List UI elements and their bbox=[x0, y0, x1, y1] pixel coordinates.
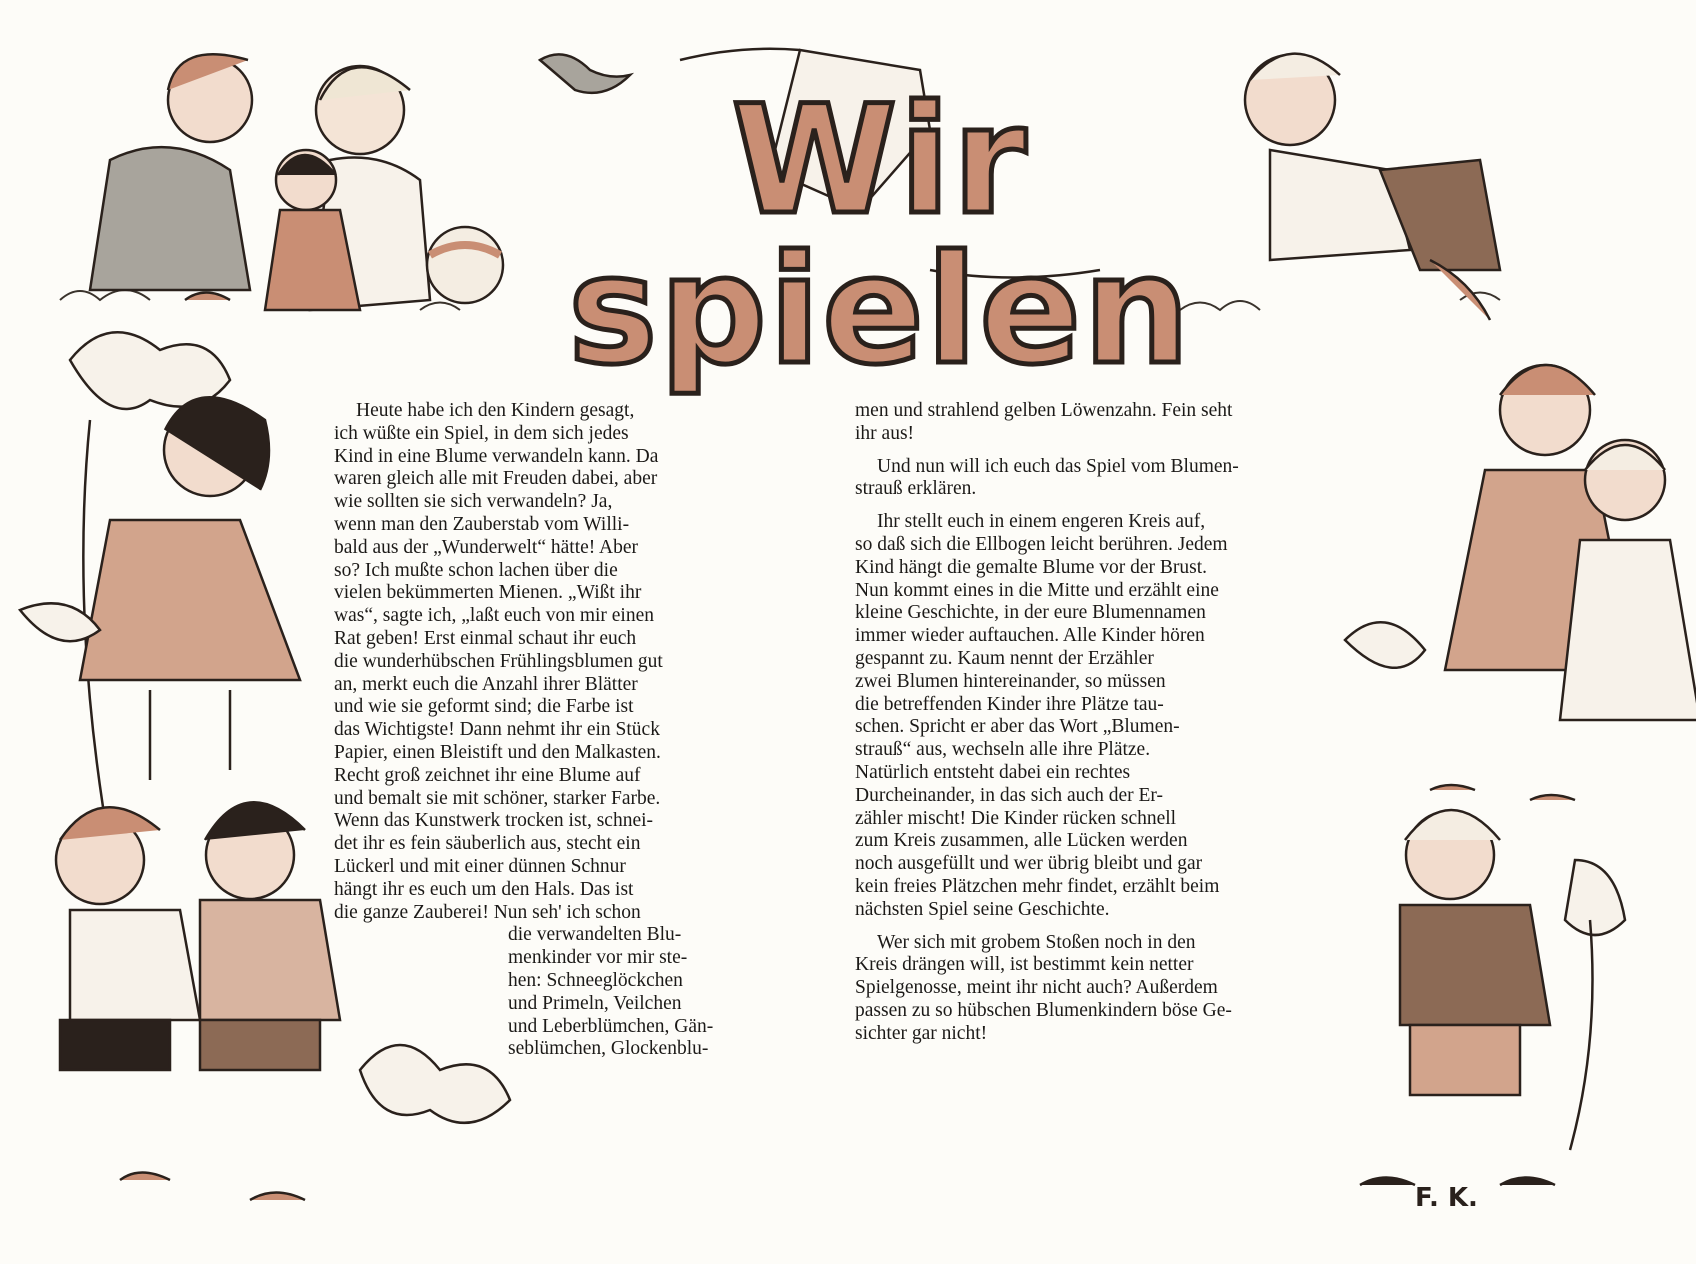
page-title: Wir spielen bbox=[568, 74, 1192, 398]
col2-line: ihr aus! bbox=[855, 422, 915, 444]
col1-line: det ihr es fein säuberlich aus, stecht ein bbox=[334, 833, 641, 855]
two-girls-right-illustration bbox=[1345, 365, 1696, 800]
col1-line: wie sollten sie sich verwandeln? Ja, bbox=[334, 491, 613, 513]
col2-narrow-line: zwei Blumen hintereinander, so müssen bbox=[855, 670, 1166, 692]
col2-line: men und strahlend gelben Löwenzahn. Fein seht bbox=[855, 400, 1233, 421]
col1-wrap-line: und Leberblümchen, Gän- bbox=[508, 1015, 714, 1037]
col2-line: Und nun will ich euch das Spiel vom Blumen- bbox=[877, 455, 1239, 477]
col1-line: das Wichtigste! Dann nehmt ihr ein Stück bbox=[334, 719, 660, 741]
col2-line: noch ausgefüllt und wer übrig bleibt und gar bbox=[855, 853, 1203, 875]
col1-wrap-line: und Primeln, Veilchen bbox=[508, 992, 682, 1014]
article-column-left bbox=[334, 400, 786, 1061]
article-column-right bbox=[855, 400, 1355, 1046]
col1-wrap-line: die verwandelten Blu- bbox=[508, 924, 682, 946]
col1-line: Heute habe ich den Kindern gesagt, bbox=[356, 400, 635, 421]
col2-line: Wer sich mit grobem Stoßen noch in den bbox=[877, 931, 1196, 953]
col1-wrap-block bbox=[334, 924, 786, 1061]
col1-line: ich wüßte ein Spiel, in dem sich jedes bbox=[334, 422, 629, 444]
col2-line: Ihr stellt euch in einem engeren Kreis auf, bbox=[877, 511, 1206, 533]
col1-line: vielen bekümmerten Mienen. „Wißt ihr bbox=[334, 582, 642, 604]
flower-girl-left-illustration bbox=[20, 332, 300, 850]
col1-wrap-line: seblümchen, Glockenblu- bbox=[508, 1038, 709, 1060]
col2-narrow-line: zum Kreis zusammen, alle Lücken werden bbox=[855, 830, 1188, 852]
col2-line: sichter gar nicht! bbox=[855, 1022, 988, 1044]
col1-line: wenn man den Zauberstab vom Willi- bbox=[334, 513, 630, 535]
col2-line: Spielgenosse, meint ihr nicht auch? Außerdem bbox=[855, 977, 1218, 999]
col2-narrow-line: strauß“ aus, wechseln alle ihre Plätze. bbox=[855, 739, 1151, 761]
col2-line: nächsten Spiel seine Geschichte. bbox=[855, 898, 1110, 920]
col2-narrow-line: die betreffenden Kinder ihre Plätze tau- bbox=[855, 693, 1164, 715]
col2-narrow-line: zähler mischt! Die Kinder rücken schnell bbox=[855, 807, 1177, 829]
col1-line: und bemalt sie mit schöner, starker Farbe. bbox=[334, 787, 661, 809]
col2-line: passen zu so hübschen Blumenkindern böse Ge- bbox=[855, 999, 1232, 1021]
col1-line: bald aus der „Wunderwelt“ hätte! Aber bbox=[334, 536, 639, 558]
col2-narrow-line: gespannt zu. Kaum nennt der Erzähler bbox=[855, 647, 1154, 669]
col1-line: an, merkt euch die Anzahl ihrer Blätter bbox=[334, 673, 638, 695]
col2-line: kleine Geschichte, in der eure Blumennamen bbox=[855, 602, 1206, 624]
col1-line: und wie sie geformt sind; die Farbe ist bbox=[334, 696, 634, 718]
col1-line: Lückerl und mit einer dünnen Schnur bbox=[334, 855, 626, 877]
col1-wrap-line: hen: Schneeglöckchen bbox=[508, 969, 683, 991]
col1-line: Kind in eine Blume verwandeln kann. Da bbox=[334, 445, 659, 467]
col2-narrow-line: schen. Spricht er aber das Wort „Blumen- bbox=[855, 716, 1180, 738]
col1-line: waren gleich alle mit Freuden dabei, aber bbox=[334, 468, 658, 490]
col2-narrow-line: Durcheinander, in das sich auch der Er- bbox=[855, 784, 1163, 806]
col2-line: so daß sich die Ellbogen leicht berühren. Jedem bbox=[855, 533, 1228, 555]
col1-line: Wenn das Kunstwerk trocken ist, schnei- bbox=[334, 810, 654, 832]
col2-line: Kreis drängen will, ist bestimmt kein netter bbox=[855, 954, 1194, 976]
col1-line: die wunderhübschen Frühlingsblumen gut bbox=[334, 650, 663, 672]
col1-line: was“, sagte ich, „laßt euch von mir einen bbox=[334, 605, 655, 627]
col2-line: strauß erklären. bbox=[855, 478, 977, 500]
col2-line: immer wieder auftauchen. Alle Kinder hören bbox=[855, 625, 1205, 647]
artist-signature: F. K. bbox=[1415, 1183, 1478, 1213]
col2-line: kein freies Plätzchen mehr findet, erzählt beim bbox=[855, 875, 1220, 897]
col2-narrow-line: Natürlich entsteht dabei ein rechtes bbox=[855, 761, 1131, 783]
col1-line: Rat geben! Erst einmal schaut ihr euch bbox=[334, 627, 637, 649]
col2-line: Kind hängt die gemalte Blume vor der Brust. bbox=[855, 556, 1208, 578]
col2-line: Nun kommt eines in die Mitte und erzählt eine bbox=[855, 579, 1219, 601]
col1-line: Recht groß zeichnet ihr eine Blume auf bbox=[334, 764, 641, 786]
col1-line: Papier, einen Bleistift und den Malkasten. bbox=[334, 741, 661, 763]
col1-line: so? Ich mußte schon lachen über die bbox=[334, 559, 618, 581]
col1-wrap-line: menkinder vor mir ste- bbox=[508, 947, 688, 969]
col1-line: die ganze Zauberei! Nun seh' ich schon bbox=[334, 901, 641, 923]
walking-boy-right-illustration bbox=[1360, 810, 1625, 1185]
col1-line: hängt ihr es euch um den Hals. Das ist bbox=[334, 878, 634, 900]
